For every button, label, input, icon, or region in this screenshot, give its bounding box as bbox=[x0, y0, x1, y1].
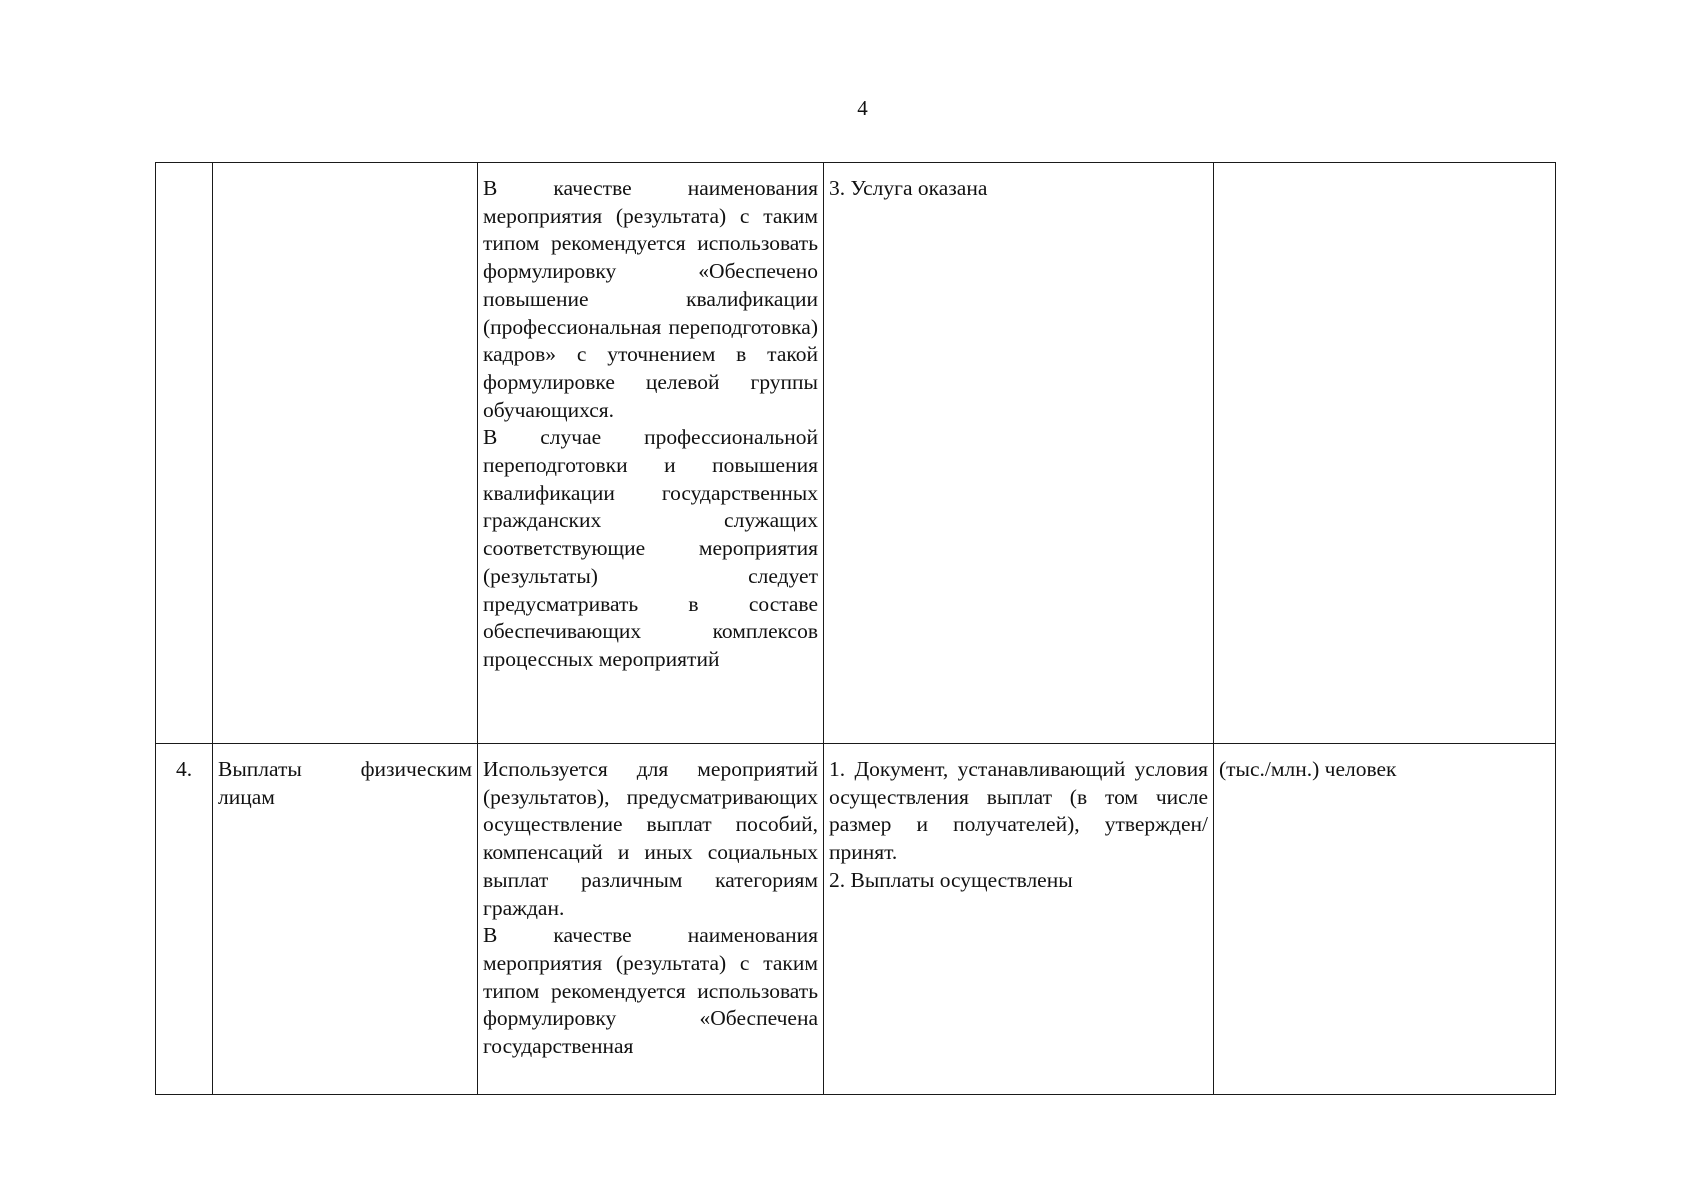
control-point: 2. Выплаты осуществлены bbox=[829, 867, 1073, 892]
type-cell: Выплаты физическим лицам bbox=[213, 744, 478, 1095]
type-cell bbox=[213, 163, 478, 744]
unit-cell: (тыс./млн.) человек bbox=[1214, 744, 1556, 1095]
description-paragraph: В случае профессиональной переподготовки и повышения квалификации государственных гражданских служащих соответствующие мероприятия (результаты) следует предусматривать в составе обеспечивающих комплексов процессных мероприятий bbox=[483, 425, 818, 671]
document-table bbox=[155, 162, 1556, 1095]
control-point: 3. Услуга оказана bbox=[829, 176, 988, 200]
description-cell bbox=[478, 744, 824, 1095]
description-paragraph: В качестве наименования мероприятия (результата) с таким типом рекомендуется использовать формулировку «Обеспечено повышение квалификации (профессиональная переподготовка) кадров» с уточнением в такой формулировке целевой группы обучающихся. bbox=[483, 176, 818, 422]
page-number: 4 bbox=[857, 96, 868, 120]
row-number-cell bbox=[156, 163, 213, 744]
control-points-cell bbox=[824, 744, 1214, 1095]
description-cell bbox=[478, 163, 824, 744]
table-row bbox=[156, 744, 1556, 1095]
description-paragraph: В качестве наименования мероприятия (результата) с таким типом рекомендуется использовать формулировку «Обеспечена государственная bbox=[483, 923, 818, 1059]
unit-cell bbox=[1214, 163, 1556, 744]
description-paragraph: Используется для мероприятий (результатов), предусматривающих осуществление выплат пособий, компенсаций и иных социальных выплат различным категориям граждан. bbox=[483, 757, 818, 920]
control-point: 1. Документ, устанавливающий условия осуществления выплат (в том числе размер и получателей), утвержден/принят. bbox=[829, 757, 1208, 865]
table-row bbox=[156, 163, 1556, 744]
row-number-cell: 4. bbox=[156, 744, 213, 1095]
control-points-cell bbox=[824, 163, 1214, 744]
